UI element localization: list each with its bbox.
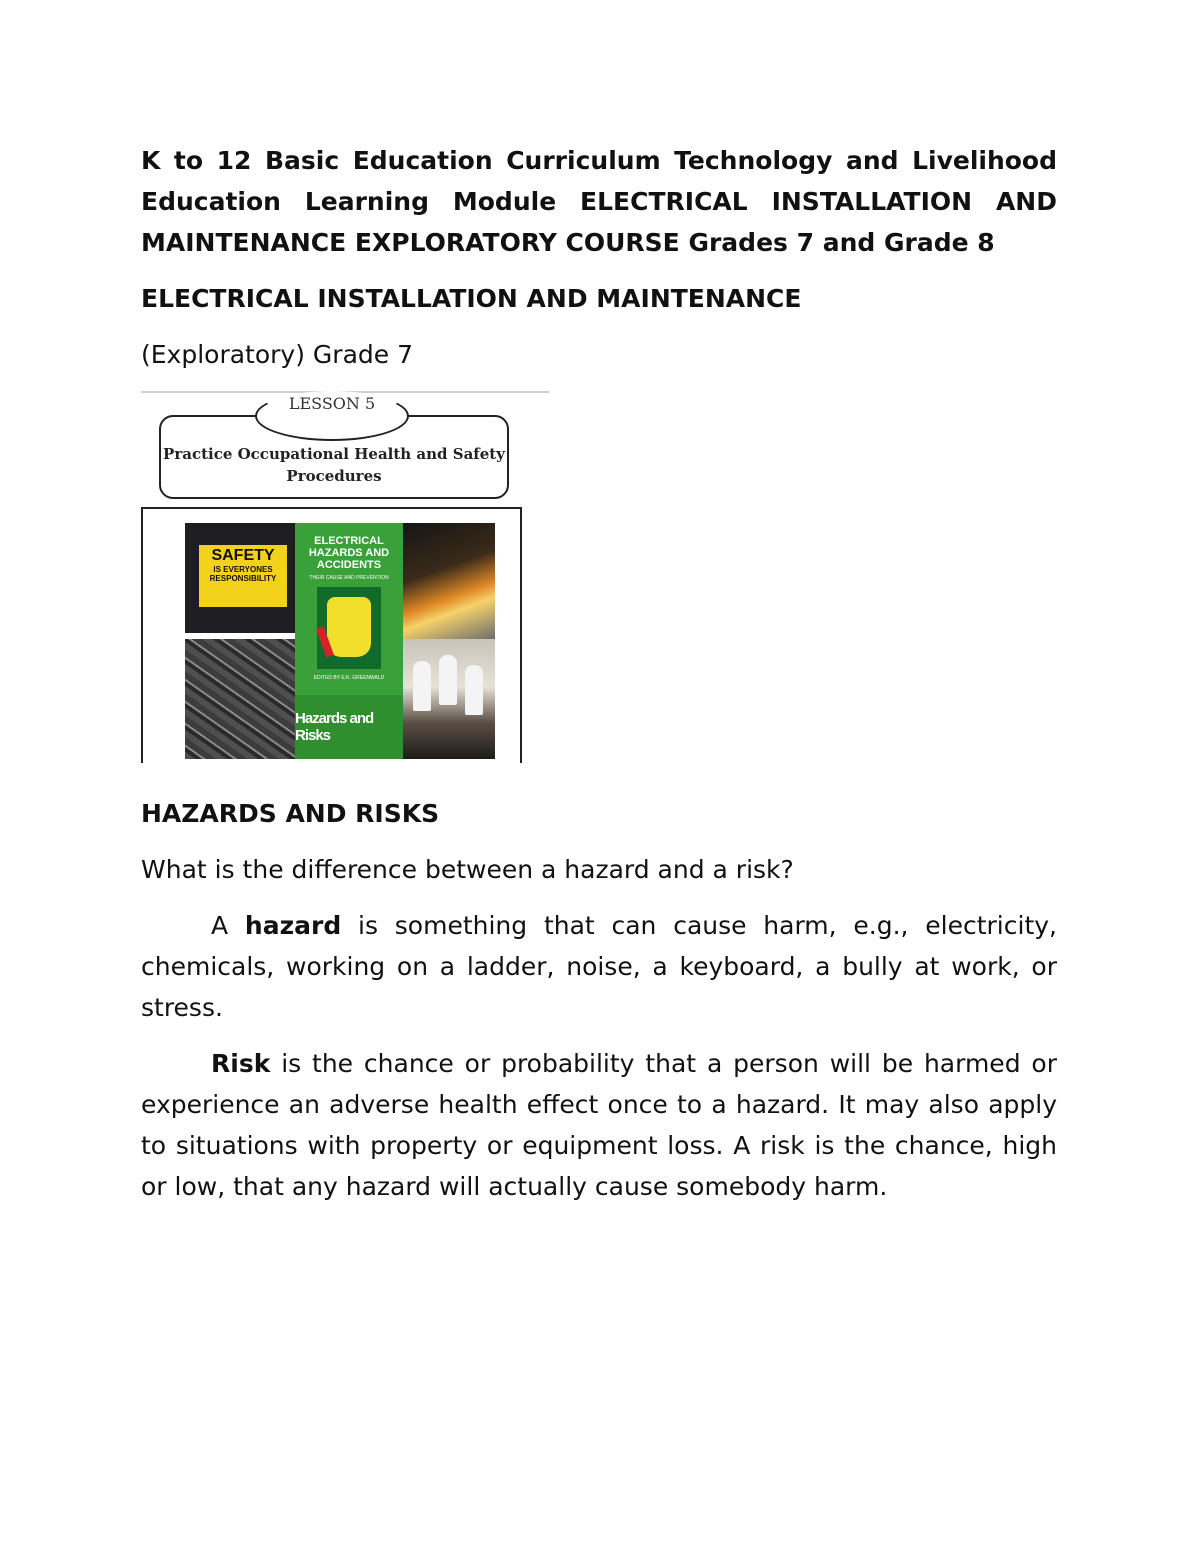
document-title: K to 12 Basic Education Curriculum Technology and Livelihood Education Learning Module ELECTRICAL INSTALLATION AND MAINTENANCE EXPLORATORY COURSE Grades 7 and Grade 8 xyxy=(141,146,1057,257)
hazard-lead: A xyxy=(211,911,245,940)
module-heading: ELECTRICAL INSTALLATION AND MAINTENANCE xyxy=(141,284,802,313)
safety-sign-sub: IS EVERYONES RESPONSIBILITY xyxy=(209,565,277,583)
safety-sign-image xyxy=(185,523,295,633)
risk-term: Risk xyxy=(211,1049,271,1078)
document-page xyxy=(141,140,1057,1207)
book-cover-image xyxy=(295,523,403,759)
question-text: What is the difference between a hazard and a risk? xyxy=(141,855,794,884)
risk-paragraph xyxy=(141,1043,1057,1207)
lesson-label-oval xyxy=(255,391,409,441)
book-title: ELECTRICAL HAZARDS AND ACCIDENTS xyxy=(308,535,390,571)
hazard-definition: is something that can cause harm, e.g., electricity, chemicals, working on a ladder, noise, a keyboard, a bully at work, or stress. xyxy=(141,911,1057,1022)
tangled-cables-image xyxy=(185,639,295,759)
book-subtitle: THEIR CAUSE AND PREVENTION xyxy=(309,575,389,581)
shock-hand-icon xyxy=(317,587,381,669)
hazards-risks-label: Hazards and Risks xyxy=(295,695,403,759)
lesson-figure xyxy=(141,391,551,767)
electrical-fire-image xyxy=(403,523,495,639)
lesson-title: Practice Occupational Health and Safety Procedures xyxy=(163,445,505,485)
risk-definition: is the chance or probability that a person will be harmed or experience an adverse health effect once to a hazard. It may also apply to situations with property or equipment loss. A risk is the chance, high or low, that any hazard will actually cause somebody harm. xyxy=(141,1049,1057,1201)
book-editor: EDITED BY E.K. GREENWALD xyxy=(313,675,385,681)
safety-sign-main: SAFETY xyxy=(211,547,275,564)
hazard-paragraph xyxy=(141,905,1057,1028)
safety-sign xyxy=(199,545,287,607)
grade-line: (Exploratory) Grade 7 xyxy=(141,340,413,369)
hazard-term: hazard xyxy=(244,911,342,940)
section-heading: HAZARDS AND RISKS xyxy=(141,799,440,828)
protective-suit-workers-image xyxy=(403,639,495,759)
lesson-label: LESSON 5 xyxy=(288,394,376,413)
collage-frame xyxy=(141,507,522,763)
